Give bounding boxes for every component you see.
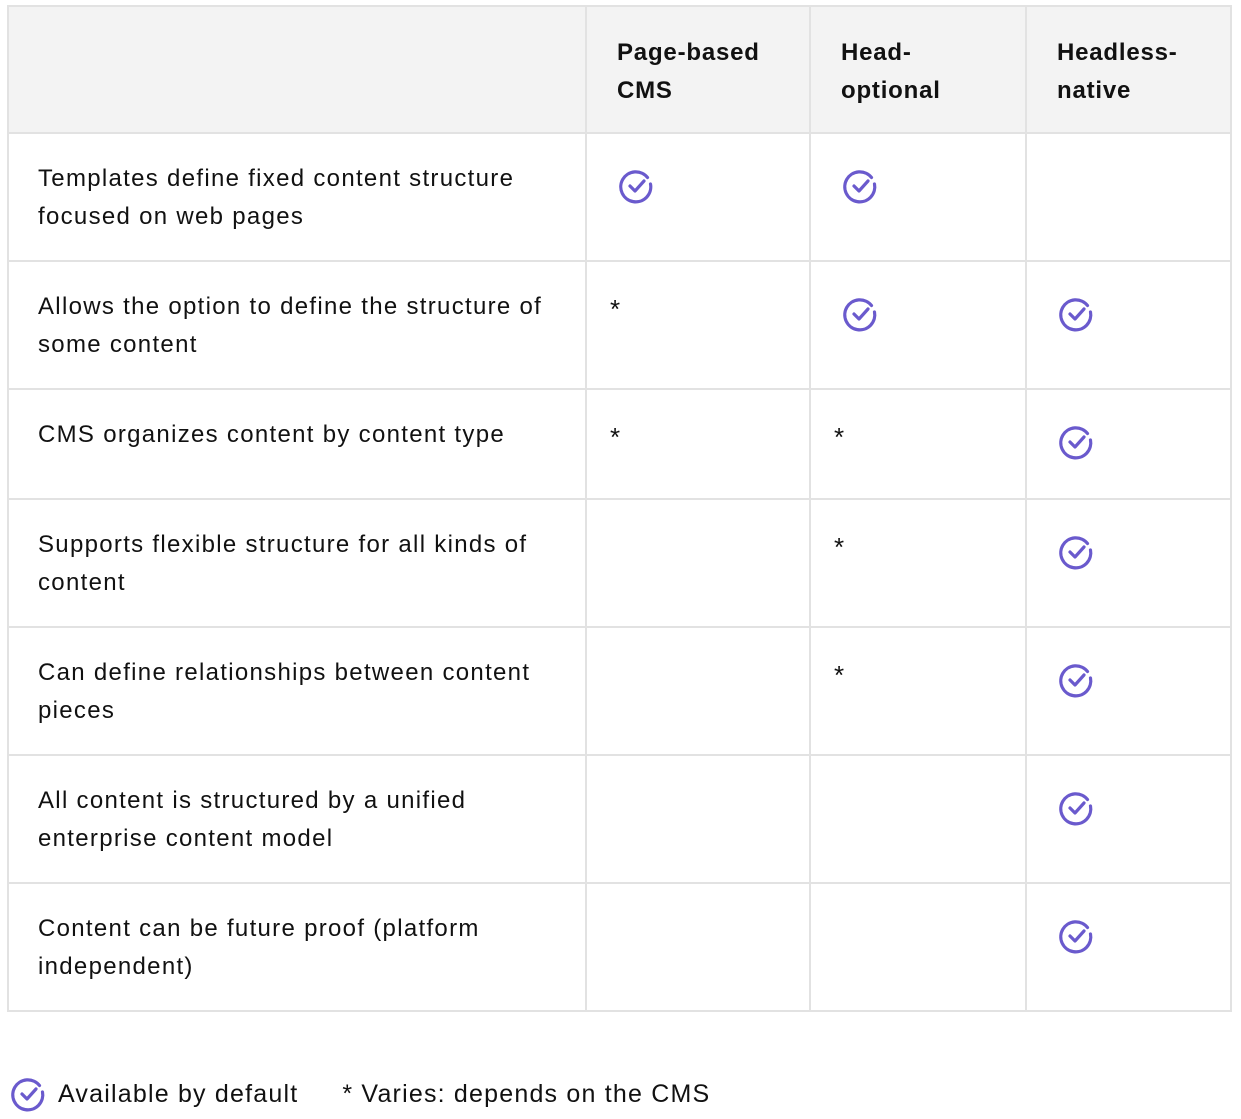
table-row: [8, 499, 1231, 627]
check-circle-icon: [1058, 296, 1094, 332]
column-header: Head-optional: [810, 6, 1026, 133]
value-cell: [1026, 883, 1231, 1011]
legend-varies: * Varies: depends on the CMS: [342, 1079, 711, 1108]
table-row: [8, 627, 1231, 755]
varies-asterisk: *: [834, 422, 845, 452]
value-cell: [810, 389, 1026, 499]
feature-cell: Templates define fixed content structure focused on web pages: [8, 133, 586, 261]
varies-asterisk: *: [610, 422, 621, 452]
legend: [10, 1076, 710, 1112]
feature-cell: Content can be future proof (platform independent): [8, 883, 586, 1011]
value-cell: [586, 389, 810, 499]
table-row: [8, 883, 1231, 1011]
value-cell: [1026, 627, 1231, 755]
feature-cell: CMS organizes content by content type: [8, 389, 586, 499]
value-cell: [810, 133, 1026, 261]
value-cell: [586, 755, 810, 883]
feature-cell: All content is structured by a unified enterprise content model: [8, 755, 586, 883]
column-header: Page-based CMS: [586, 6, 810, 133]
value-cell: [810, 883, 1026, 1011]
legend-available: Available by default: [58, 1079, 299, 1108]
value-cell: [1026, 755, 1231, 883]
value-cell: [586, 261, 810, 389]
value-cell: [1026, 389, 1231, 499]
value-cell: [1026, 133, 1231, 261]
value-cell: [586, 133, 810, 261]
column-header: Headless-native: [1026, 6, 1231, 133]
check-circle-icon: [1058, 662, 1094, 698]
value-cell: [1026, 499, 1231, 627]
value-cell: [586, 883, 810, 1011]
check-circle-icon: [1058, 424, 1094, 460]
value-cell: [586, 627, 810, 755]
feature-cell: Can define relationships between content pieces: [8, 627, 586, 755]
varies-asterisk: *: [610, 294, 621, 324]
varies-asterisk: *: [834, 660, 845, 690]
check-circle-icon: [842, 296, 878, 332]
check-circle-icon: [10, 1076, 46, 1112]
table-row: [8, 755, 1231, 883]
column-header-empty: [8, 6, 586, 133]
header-row: [8, 6, 1231, 133]
feature-cell: Supports flexible structure for all kinds of content: [8, 499, 586, 627]
table-row: [8, 389, 1231, 499]
comparison-table: [7, 5, 1232, 1012]
table-row: [8, 133, 1231, 261]
check-circle-icon: [842, 168, 878, 204]
value-cell: [586, 499, 810, 627]
varies-asterisk: *: [834, 532, 845, 562]
value-cell: [810, 755, 1026, 883]
check-circle-icon: [1058, 790, 1094, 826]
value-cell: [810, 627, 1026, 755]
value-cell: [810, 499, 1026, 627]
feature-cell: Allows the option to define the structure of some content: [8, 261, 586, 389]
check-circle-icon: [1058, 534, 1094, 570]
table-row: [8, 261, 1231, 389]
check-circle-icon: [1058, 918, 1094, 954]
value-cell: [810, 261, 1026, 389]
value-cell: [1026, 261, 1231, 389]
check-circle-icon: [618, 168, 654, 204]
